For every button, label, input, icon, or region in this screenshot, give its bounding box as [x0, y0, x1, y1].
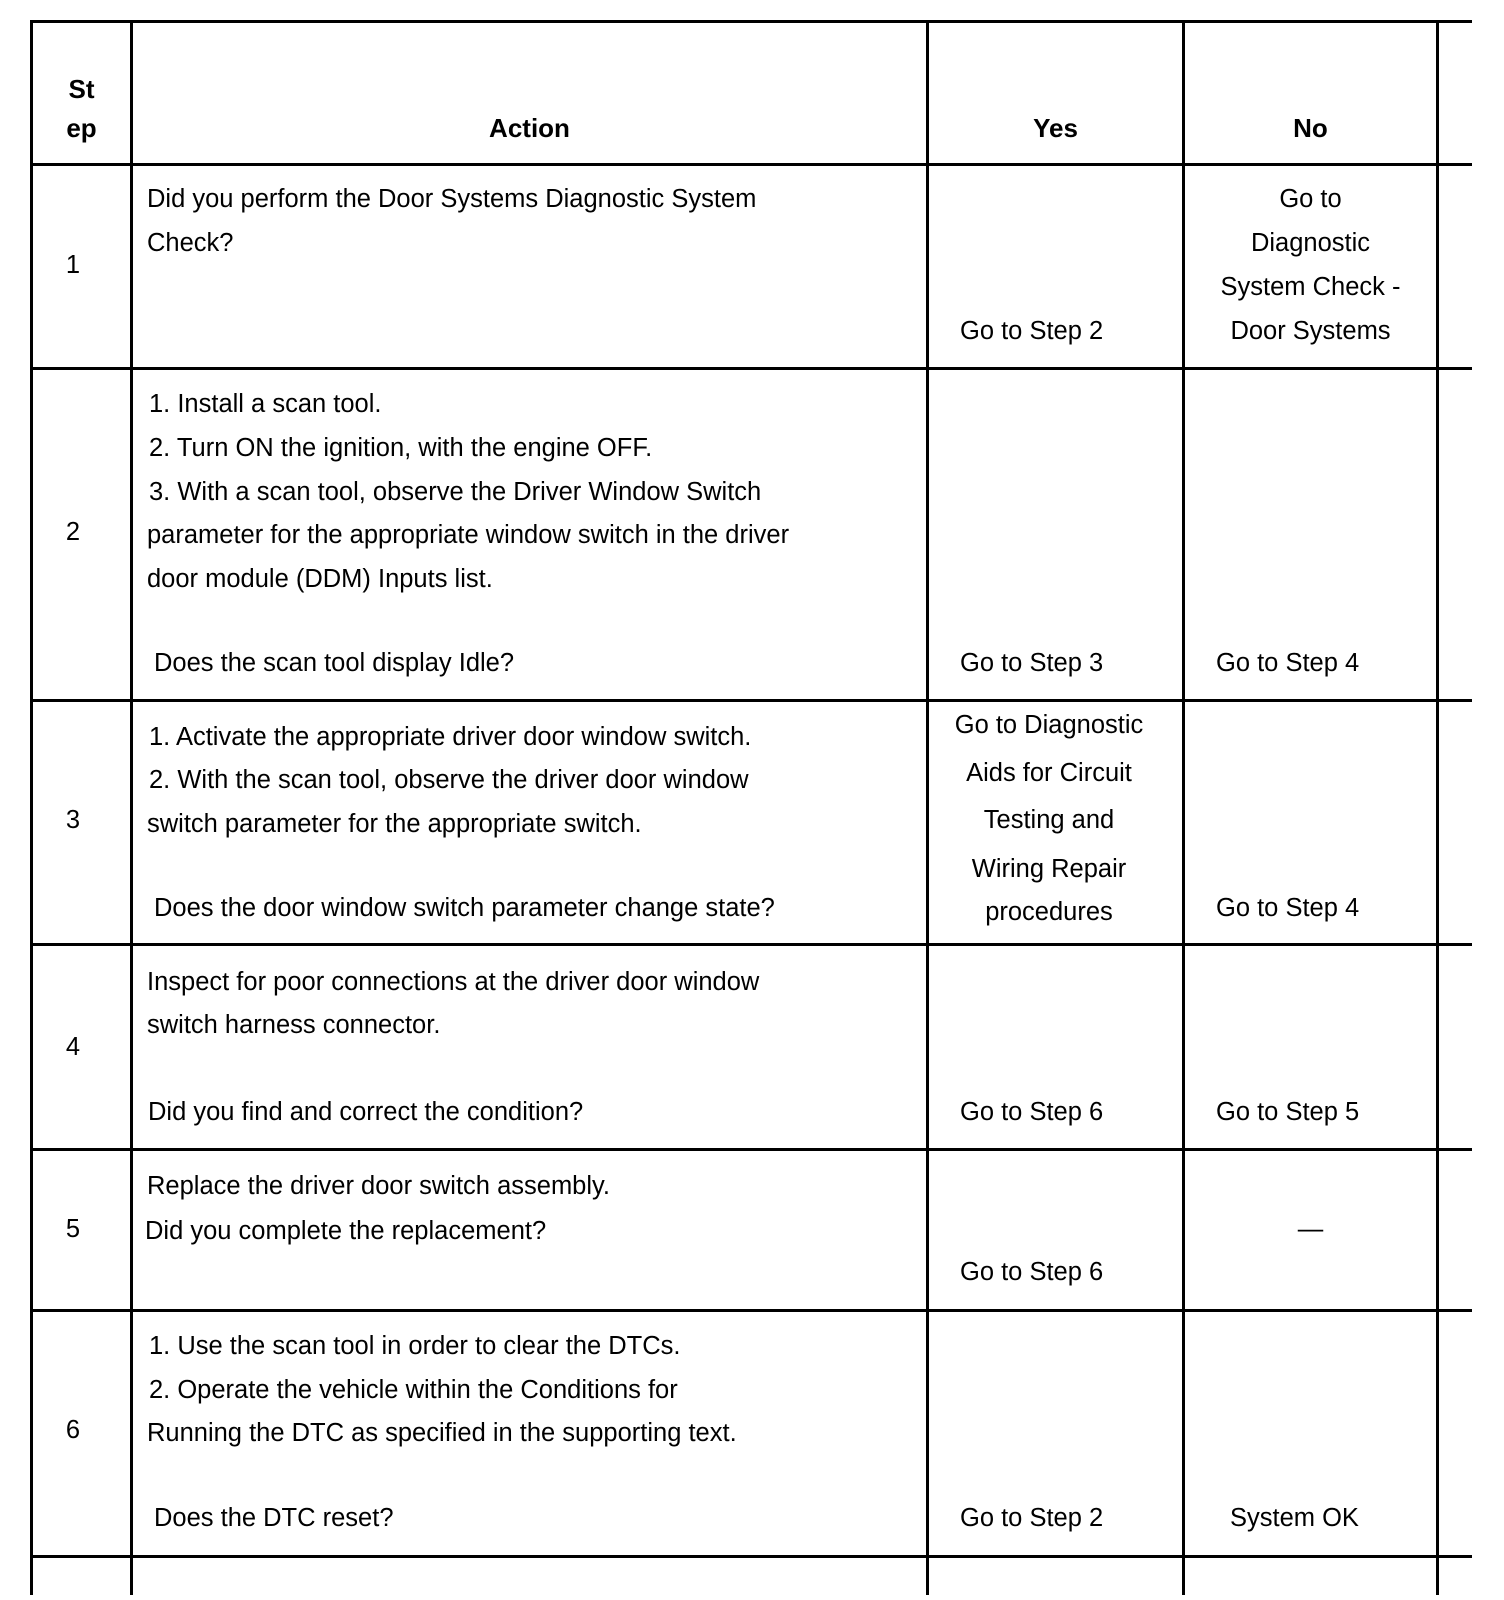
- action-text: Did you perform the Door Systems Diagnostic System: [147, 185, 757, 213]
- action-text: Running the DTC as specified in the supporting text.: [147, 1419, 737, 1447]
- action-text: 3. With a scan tool, observe the Driver Window Switch: [149, 478, 762, 506]
- action-text: Replace the driver door switch assembly.: [147, 1172, 610, 1200]
- yes-cell: Go to Step 6: [960, 1098, 1104, 1126]
- action-text: Check?: [147, 229, 234, 257]
- action-question: Does the scan tool display Idle?: [154, 649, 515, 677]
- yes-cell: Go to Diagnostic: [954, 711, 1144, 739]
- no-cell: —: [1297, 1215, 1324, 1243]
- row-divider: [30, 163, 1472, 166]
- column-divider: [130, 20, 133, 1595]
- action-text: parameter for the appropriate window switch in the driver: [147, 521, 790, 549]
- step-number: 4: [65, 1033, 81, 1061]
- yes-cell: Go to Step 2: [960, 1504, 1104, 1532]
- yes-cell: Go to Step 6: [960, 1258, 1104, 1286]
- action-question: Does the DTC reset?: [154, 1504, 394, 1532]
- action-text: 1. Install a scan tool.: [149, 390, 382, 418]
- no-cell: Go to: [1279, 185, 1342, 213]
- action-text: switch parameter for the appropriate switch.: [147, 810, 642, 838]
- action-text: switch harness connector.: [147, 1011, 441, 1039]
- action-question: Did you find and correct the condition?: [148, 1098, 584, 1126]
- header-action: Action: [489, 113, 570, 143]
- yes-cell: Aids for Circuit: [966, 759, 1132, 787]
- no-cell: Go to Step 5: [1216, 1098, 1360, 1126]
- yes-cell: Testing and: [983, 806, 1115, 834]
- yes-cell: Go to Step 3: [960, 649, 1104, 677]
- action-text: 2. Operate the vehicle within the Conditions for: [149, 1376, 678, 1404]
- no-cell: Diagnostic: [1250, 229, 1371, 257]
- yes-cell: Wiring Repair: [971, 855, 1127, 883]
- step-number: 5: [65, 1215, 81, 1243]
- action-text: 2. Turn ON the ignition, with the engine OFF.: [149, 434, 653, 462]
- action-text: Inspect for poor connections at the driver door window: [147, 968, 760, 996]
- table-border-right: [1436, 20, 1439, 1595]
- no-cell: Go to Step 4: [1216, 649, 1360, 677]
- step-number: 1: [65, 251, 81, 279]
- row-divider: [30, 20, 1472, 23]
- no-cell: Go to Step 4: [1216, 894, 1360, 922]
- row-divider: [30, 1309, 1472, 1312]
- row-divider: [30, 699, 1472, 702]
- action-question: Did you complete the replacement?: [145, 1217, 547, 1245]
- action-text: 1. Activate the appropriate driver door window switch.: [149, 723, 752, 751]
- action-text: door module (DDM) Inputs list.: [147, 565, 493, 593]
- header-yes: Yes: [1033, 113, 1078, 143]
- step-number: 3: [65, 806, 81, 834]
- step-number: 6: [65, 1416, 81, 1444]
- step-number: 2: [65, 518, 81, 546]
- action-question: Does the door window switch parameter change state?: [154, 894, 775, 922]
- row-divider: [30, 367, 1472, 370]
- header-no: No: [1293, 113, 1328, 143]
- row-divider: [30, 943, 1472, 946]
- yes-cell: Go to Step 2: [960, 317, 1104, 345]
- yes-cell: procedures: [985, 898, 1113, 926]
- action-text: 1. Use the scan tool in order to clear the DTCs.: [149, 1332, 681, 1360]
- header-step-line2: ep: [66, 113, 97, 143]
- no-cell: Door Systems: [1230, 317, 1391, 345]
- header-step-line1: St: [68, 74, 95, 104]
- action-text: 2. With the scan tool, observe the driver door window: [149, 766, 749, 794]
- diagnostic-table: [30, 20, 1472, 1595]
- no-cell: System Check -: [1220, 273, 1401, 301]
- row-divider: [30, 1148, 1472, 1151]
- row-divider: [30, 1555, 1472, 1558]
- no-cell: System OK: [1230, 1504, 1359, 1532]
